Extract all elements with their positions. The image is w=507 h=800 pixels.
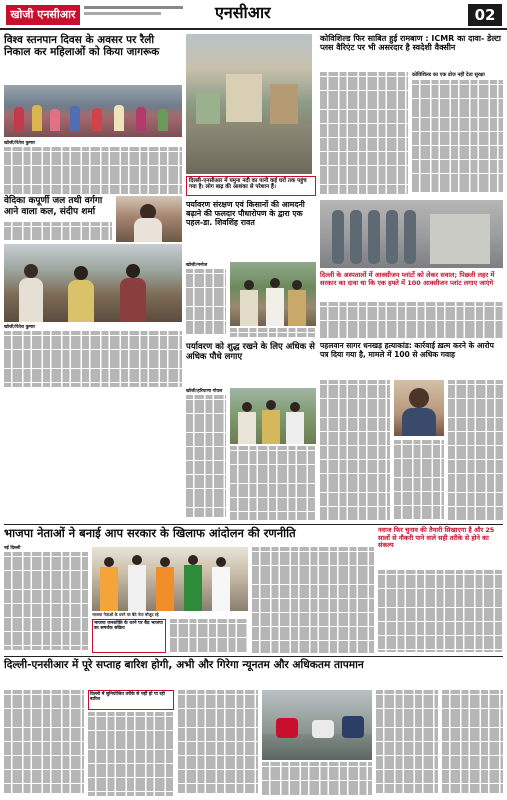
article-1-photo xyxy=(4,85,182,137)
article-9-body-col3 xyxy=(252,547,374,653)
article-10-headline: नवाज फिर चुनाव की तैयारी सिखाएगा है और 25 सालों से नौकरी पाने वाले सही तरीके से होने का संकल्प xyxy=(378,526,495,550)
article-10-body xyxy=(378,570,503,652)
article-6-photo xyxy=(320,200,503,268)
article-3-byline: खोजी/रितेश कुमार xyxy=(4,325,35,330)
article-9-photo xyxy=(92,547,248,611)
paper-logo xyxy=(6,5,80,25)
article-8-headline: पहलवान सागर धनखड़ हत्याकांड: कार्रवाई ख़त्म करने के आरोप पत्र दिया गया है, मामले में 100 से अधिक गवाह xyxy=(320,341,494,359)
article-3-photo xyxy=(116,196,182,242)
article-6-headline: दिल्ली के अस्पतालों में आक्सीजन प्लांटों को लेकर सवाल; पिछली लहर में सरकार का दावा था कि एक हफ्ते में 100 आक्सीजन प्लांट लगाए जाएंगे xyxy=(320,271,495,287)
article-6-body xyxy=(320,302,503,338)
article-5-headline: पर्यावरण संरक्षण एवं किसानों की आमदनी बढ़ाने की फलदार पौधारोपण के द्वारा एक पहल-डा. शिवशिंह रावत xyxy=(186,200,305,228)
page-number: 02 xyxy=(468,4,502,26)
article-2-subhead: कोविशिल्ड का एक डोज नहीं देता सुरक्षा xyxy=(412,72,485,78)
article-7-body-col1 xyxy=(186,395,226,521)
article-11-body-col6 xyxy=(442,690,503,796)
article-5-byline: खोजी/मनोज xyxy=(186,263,208,268)
article-11-box-title: दिल्ली में सुनियोजित तरीके से नहीं हो पा रही बारिश xyxy=(90,692,165,703)
article-9-body-col2 xyxy=(170,619,248,653)
masthead-bar xyxy=(0,0,507,30)
article-2-headline: कोविशिल्ड फिर साबित हुई रामबाण : ICMR का दावा- डेल्टा प्लस वैरिएंट पर भी असरदार है स्वदेशी वैक्सीन xyxy=(320,34,501,53)
article-11-body-col4 xyxy=(262,762,372,796)
section-title: एनसीआर xyxy=(215,3,271,22)
article-3-photo-2 xyxy=(4,244,182,322)
article-9-caption: भाजपा नेताओं के धरने पर बैठे नेता मौजूद रहे xyxy=(92,612,159,617)
article-8-body-col1b xyxy=(394,440,444,520)
article-1-body xyxy=(4,147,182,195)
date-line xyxy=(84,6,194,24)
article-9-body-col1 xyxy=(4,552,88,652)
article-8-photo xyxy=(394,380,444,436)
article-11-body-col2 xyxy=(88,712,174,796)
article-5-body-col2 xyxy=(230,328,316,338)
article-2-body-col1 xyxy=(320,72,408,196)
article-11-body-col3 xyxy=(178,690,258,796)
article-4-headline-box xyxy=(186,176,316,196)
article-7-byline: खोजी/हरियाणा गोयल xyxy=(186,389,223,394)
article-9-headline: भाजपा नेताओं ने बनाई आप सरकार के खिलाफ आंदोलन की रणनीति xyxy=(4,526,296,540)
section-divider xyxy=(4,524,503,525)
article-8-body-col1 xyxy=(320,380,390,520)
article-3-body-left xyxy=(4,222,112,242)
article-5-headline-box xyxy=(186,200,316,260)
article-2-body-col2 xyxy=(412,80,503,196)
article-9-byline: नई दिल्ली xyxy=(4,546,21,551)
article-1-byline: खोजी/रितेश कुमार xyxy=(4,141,35,146)
article-11-body-col5 xyxy=(376,690,438,796)
article-4-headline: दिल्ली-एनसीआर में यमुना नदी का पानी कई घरों तक पहुंच गया है। लोग बाढ़ की आशंका से परेशान हैं। xyxy=(189,178,307,191)
article-5-body-col1 xyxy=(186,269,226,337)
article-3-headline: वेदिका कपूर्णी जल तथी वर्गगा आने वाला कल, संदीप शर्मा xyxy=(4,196,103,217)
article-8-body-col2 xyxy=(448,380,503,520)
article-11-headline: दिल्ली-एनसीआर में पूरे सप्ताह बारिश होगी, अभी और गिरेगा न्यूनतम और अधिकतम तापमान xyxy=(4,659,364,671)
article-11-body-col1 xyxy=(4,690,84,796)
article-4-photo xyxy=(186,34,312,174)
article-7-photo xyxy=(230,388,316,444)
article-9-box-title: भाजपा जनशक्ति के धरने पर बैठ भाजपा का समर्थक सक्रिय xyxy=(94,621,163,632)
article-11-photo xyxy=(262,690,372,760)
article-5-photo xyxy=(230,262,316,326)
article-11-box xyxy=(88,690,174,710)
article-7-headline: पर्यावरण को शुद्ध रखने के लिए अधिक से अधिक पौधे लगाए xyxy=(186,342,315,363)
article-1-headline: विश्व स्तनपान दिवस के अवसर पर रैली निकाल कर महिलाओं को किया जागरूक xyxy=(4,34,160,59)
article-9-box xyxy=(92,619,166,653)
paper-name: खोजी एनसीआर xyxy=(10,8,76,21)
section-divider-2 xyxy=(4,656,503,657)
article-7-body-col2 xyxy=(230,446,316,520)
article-3-body xyxy=(4,331,182,389)
